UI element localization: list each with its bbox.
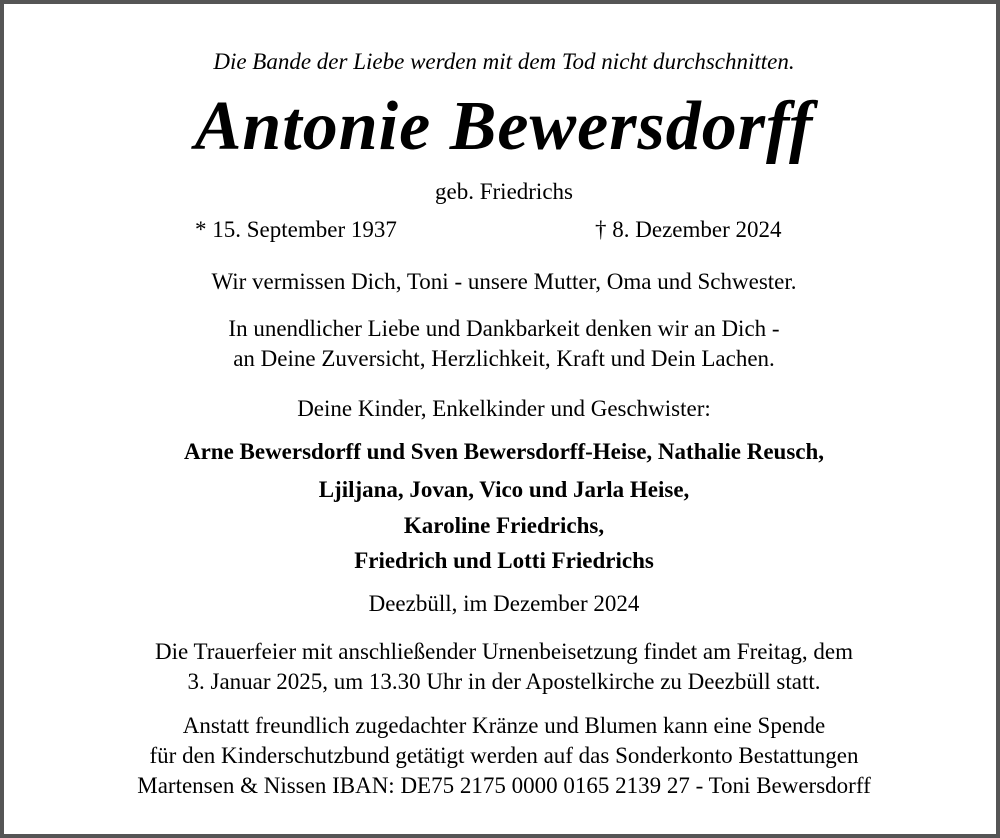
donation-line-2: für den Kinderschutzbund getätigt werden auf das Sonderkonto Bestattungen bbox=[149, 743, 859, 768]
place-date: Deezbüll, im Dezember 2024 bbox=[368, 591, 640, 616]
birth-name: geb. Friedrichs bbox=[435, 179, 573, 204]
mourner-line: Karoline Friedrichs, bbox=[403, 513, 605, 538]
mourners-intro: Deine Kinder, Enkelkinder und Geschwister: bbox=[297, 396, 711, 421]
mourner-line: Friedrich und Lotti Friedrichs bbox=[354, 548, 654, 573]
mourner-line: Ljiljana, Jovan, Vico und Jarla Heise, bbox=[318, 477, 690, 502]
funeral-line-1: Die Trauerfeier mit anschließender Urnenbeisetzung findet am Freitag, dem bbox=[154, 639, 854, 664]
birth-date: * 15. September 1937 bbox=[195, 217, 397, 242]
deceased-name: Antonie Bewersdorff bbox=[194, 88, 814, 165]
funeral-line-2: 3. Januar 2025, um 13.30 Uhr in der Apostelkirche zu Deezbüll statt. bbox=[187, 669, 821, 694]
donation-line-3: Martensen & Nissen IBAN: DE75 2175 0000 0165 2139 27 - Toni Bewersdorff bbox=[137, 773, 871, 798]
message-line-2: In unendlicher Liebe und Dankbarkeit denken wir an Dich - bbox=[228, 316, 780, 341]
motto-quote: Die Bande der Liebe werden mit dem Tod nicht durchschnitten. bbox=[213, 49, 795, 74]
message-line-3: an Deine Zuversicht, Herzlichkeit, Kraft und Dein Lachen. bbox=[233, 346, 775, 371]
donation-line-1: Anstatt freundlich zugedachter Kränze und Blumen kann eine Spende bbox=[182, 713, 826, 738]
death-date: † 8. Dezember 2024 bbox=[595, 217, 782, 242]
mourner-line: Arne Bewersdorff und Sven Bewersdorff-Heise, Nathalie Reusch, bbox=[183, 439, 825, 464]
message-line-1: Wir vermissen Dich, Toni - unsere Mutter, Oma und Schwester. bbox=[211, 269, 797, 294]
